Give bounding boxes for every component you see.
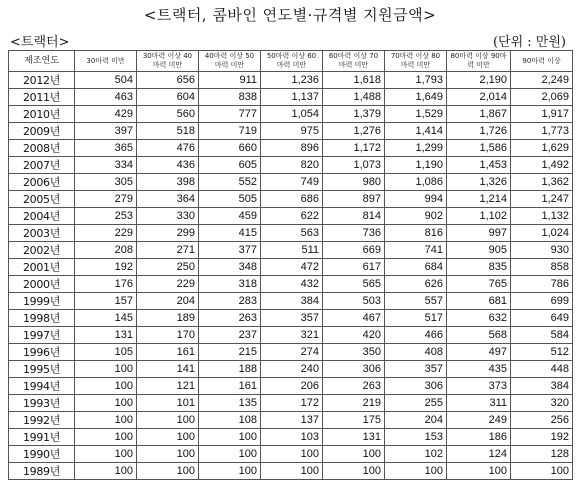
amount-cell: 256 <box>511 412 573 429</box>
table-row <box>9 106 573 123</box>
amount-cell: 557 <box>385 293 447 310</box>
amount-cell: 568 <box>447 327 511 344</box>
amount-cell: 504 <box>75 72 137 89</box>
amount-cell: 100 <box>261 463 323 480</box>
table-row <box>9 191 573 208</box>
year-label: 2001년 <box>22 260 61 274</box>
year-label: 2004년 <box>22 209 61 223</box>
amount-cell: 911 <box>199 72 261 89</box>
table-row <box>9 174 573 191</box>
unit-label: (단위 : 만원) <box>492 35 566 50</box>
amount-cell: 100 <box>75 361 137 378</box>
amount-cell: 320 <box>511 395 573 412</box>
amount-cell: 994 <box>385 191 447 208</box>
amount-cell: 141 <box>137 361 199 378</box>
amount-cell: 100 <box>75 446 137 463</box>
table-row <box>9 378 573 395</box>
amount-cell: 1,276 <box>323 123 385 140</box>
amount-cell: 472 <box>261 259 323 276</box>
year-cell <box>9 429 75 446</box>
table-header-row <box>9 51 573 72</box>
amount-cell: 157 <box>75 293 137 310</box>
amount-cell: 204 <box>385 412 447 429</box>
document-title: <트랙터, 콤바인 연도별·규격별 지원금액> <box>143 6 437 24</box>
amount-cell: 1,629 <box>511 140 573 157</box>
column-header-hp-over-90: 90마력 이상 <box>511 51 573 72</box>
subsidy-table <box>8 50 573 480</box>
amount-cell: 131 <box>323 429 385 446</box>
amount-cell: 835 <box>447 259 511 276</box>
amount-cell: 1,793 <box>385 72 447 89</box>
table-row <box>9 72 573 89</box>
amount-cell: 814 <box>323 208 385 225</box>
amount-cell: 497 <box>447 344 511 361</box>
amount-cell: 384 <box>261 293 323 310</box>
year-label: 2010년 <box>22 107 61 121</box>
year-label: 2005년 <box>22 192 61 206</box>
year-cell <box>9 276 75 293</box>
amount-cell: 100 <box>511 463 573 480</box>
amount-cell: 565 <box>323 276 385 293</box>
year-cell <box>9 89 75 106</box>
amount-cell: 161 <box>137 344 199 361</box>
amount-cell: 466 <box>385 327 447 344</box>
amount-cell: 1,086 <box>385 174 447 191</box>
year-cell <box>9 344 75 361</box>
amount-cell: 765 <box>447 276 511 293</box>
amount-cell: 512 <box>511 344 573 361</box>
amount-cell: 656 <box>137 72 199 89</box>
column-header-hp-40-50: 40마력 이상 50마력 미만 <box>199 51 261 72</box>
amount-cell: 208 <box>75 242 137 259</box>
amount-cell: 897 <box>323 191 385 208</box>
amount-cell: 649 <box>511 310 573 327</box>
amount-cell: 415 <box>199 225 261 242</box>
amount-cell: 311 <box>447 395 511 412</box>
amount-cell: 219 <box>323 395 385 412</box>
year-label: 1997년 <box>22 328 61 342</box>
amount-cell: 100 <box>75 395 137 412</box>
table-row <box>9 446 573 463</box>
amount-cell: 1,453 <box>447 157 511 174</box>
amount-cell: 686 <box>261 191 323 208</box>
amount-cell: 263 <box>199 310 261 327</box>
amount-cell: 1,247 <box>511 191 573 208</box>
amount-cell: 2,190 <box>447 72 511 89</box>
amount-cell: 100 <box>137 429 199 446</box>
year-label: 1992년 <box>22 413 61 427</box>
amount-cell: 816 <box>385 225 447 242</box>
amount-cell: 905 <box>447 242 511 259</box>
year-cell <box>9 174 75 191</box>
amount-cell: 249 <box>447 412 511 429</box>
year-label: 2000년 <box>22 277 61 291</box>
year-cell <box>9 72 75 89</box>
column-header-hp-under-30: 30마력 미만 <box>75 51 137 72</box>
year-label: 1989년 <box>22 464 61 478</box>
amount-cell: 858 <box>511 259 573 276</box>
amount-cell: 517 <box>385 310 447 327</box>
year-cell <box>9 395 75 412</box>
amount-cell: 1,073 <box>323 157 385 174</box>
amount-cell: 1,362 <box>511 174 573 191</box>
year-label: 2006년 <box>22 175 61 189</box>
amount-cell: 153 <box>385 429 447 446</box>
amount-cell: 377 <box>199 242 261 259</box>
amount-cell: 100 <box>75 378 137 395</box>
amount-cell: 128 <box>511 446 573 463</box>
amount-cell: 605 <box>199 157 261 174</box>
year-cell <box>9 106 75 123</box>
section-label: <트랙터> <box>10 35 70 50</box>
table-row <box>9 293 573 310</box>
amount-cell: 1,649 <box>385 89 447 106</box>
amount-cell: 103 <box>261 429 323 446</box>
amount-cell: 271 <box>137 242 199 259</box>
year-cell <box>9 446 75 463</box>
amount-cell: 274 <box>261 344 323 361</box>
amount-cell: 350 <box>323 344 385 361</box>
amount-cell: 459 <box>199 208 261 225</box>
amount-cell: 100 <box>323 463 385 480</box>
table-row <box>9 276 573 293</box>
year-cell <box>9 412 75 429</box>
amount-cell: 100 <box>385 463 447 480</box>
amount-cell: 105 <box>75 344 137 361</box>
column-header-hp-60-70: 60마력 이상 70마력 미만 <box>323 51 385 72</box>
amount-cell: 306 <box>385 378 447 395</box>
year-cell <box>9 123 75 140</box>
amount-cell: 204 <box>137 293 199 310</box>
amount-cell: 100 <box>261 446 323 463</box>
table-row <box>9 259 573 276</box>
year-label: 2007년 <box>22 158 61 172</box>
amount-cell: 930 <box>511 242 573 259</box>
amount-cell: 384 <box>511 378 573 395</box>
amount-cell: 1,024 <box>511 225 573 242</box>
year-label: 1999년 <box>22 294 61 308</box>
amount-cell: 255 <box>385 395 447 412</box>
amount-cell: 2,249 <box>511 72 573 89</box>
amount-cell: 137 <box>261 412 323 429</box>
column-header-hp-30-40: 30마력 이상 40마력 미만 <box>137 51 199 72</box>
amount-cell: 749 <box>261 174 323 191</box>
amount-cell: 229 <box>75 225 137 242</box>
year-cell <box>9 310 75 327</box>
amount-cell: 100 <box>447 463 511 480</box>
amount-cell: 330 <box>137 208 199 225</box>
year-label: 1993년 <box>22 396 61 410</box>
amount-cell: 398 <box>137 174 199 191</box>
year-cell <box>9 157 75 174</box>
amount-cell: 436 <box>137 157 199 174</box>
amount-cell: 188 <box>199 361 261 378</box>
amount-cell: 100 <box>75 429 137 446</box>
amount-cell: 170 <box>137 327 199 344</box>
year-cell <box>9 293 75 310</box>
amount-cell: 1,414 <box>385 123 447 140</box>
year-label: 2011년 <box>22 90 61 104</box>
amount-cell: 420 <box>323 327 385 344</box>
amount-cell: 626 <box>385 276 447 293</box>
amount-cell: 189 <box>137 310 199 327</box>
year-cell <box>9 259 75 276</box>
amount-cell: 467 <box>323 310 385 327</box>
amount-cell: 100 <box>137 412 199 429</box>
amount-cell: 135 <box>199 395 261 412</box>
table-row <box>9 242 573 259</box>
amount-cell: 305 <box>75 174 137 191</box>
amount-cell: 408 <box>385 344 447 361</box>
amount-cell: 373 <box>447 378 511 395</box>
table-row <box>9 208 573 225</box>
amount-cell: 357 <box>261 310 323 327</box>
year-label: 2002년 <box>22 243 61 257</box>
amount-cell: 1,214 <box>447 191 511 208</box>
column-header-hp-50-60: 50마력 이상 60마력 미만 <box>261 51 323 72</box>
amount-cell: 980 <box>323 174 385 191</box>
amount-cell: 518 <box>137 123 199 140</box>
amount-cell: 131 <box>75 327 137 344</box>
year-cell <box>9 378 75 395</box>
amount-cell: 838 <box>199 89 261 106</box>
amount-cell: 229 <box>137 276 199 293</box>
year-label: 1996년 <box>22 345 61 359</box>
amount-cell: 1,190 <box>385 157 447 174</box>
amount-cell: 563 <box>261 225 323 242</box>
amount-cell: 186 <box>447 429 511 446</box>
amount-cell: 604 <box>137 89 199 106</box>
year-cell <box>9 361 75 378</box>
amount-cell: 100 <box>199 429 261 446</box>
amount-cell: 660 <box>199 140 261 157</box>
amount-cell: 124 <box>447 446 511 463</box>
table-row <box>9 429 573 446</box>
amount-cell: 1,299 <box>385 140 447 157</box>
amount-cell: 699 <box>511 293 573 310</box>
amount-cell: 429 <box>75 106 137 123</box>
year-label: 1990년 <box>22 447 61 461</box>
amount-cell: 1,137 <box>261 89 323 106</box>
amount-cell: 777 <box>199 106 261 123</box>
amount-cell: 1,488 <box>323 89 385 106</box>
amount-cell: 1,326 <box>447 174 511 191</box>
amount-cell: 306 <box>323 361 385 378</box>
amount-cell: 432 <box>261 276 323 293</box>
year-cell <box>9 225 75 242</box>
amount-cell: 1,054 <box>261 106 323 123</box>
amount-cell: 448 <box>511 361 573 378</box>
year-label: 2012년 <box>22 73 61 87</box>
amount-cell: 681 <box>447 293 511 310</box>
table-row <box>9 89 573 106</box>
amount-cell: 175 <box>323 412 385 429</box>
year-label: 1991년 <box>22 430 61 444</box>
amount-cell: 1,773 <box>511 123 573 140</box>
amount-cell: 1,618 <box>323 72 385 89</box>
amount-cell: 206 <box>261 378 323 395</box>
column-header-hp-70-80: 70마력 이상 80마력 미만 <box>385 51 447 72</box>
amount-cell: 617 <box>323 259 385 276</box>
amount-cell: 100 <box>75 463 137 480</box>
amount-cell: 997 <box>447 225 511 242</box>
amount-cell: 476 <box>137 140 199 157</box>
amount-cell: 684 <box>385 259 447 276</box>
amount-cell: 584 <box>511 327 573 344</box>
table-row <box>9 361 573 378</box>
year-label: 1995년 <box>22 362 61 376</box>
amount-cell: 100 <box>137 463 199 480</box>
amount-cell: 240 <box>261 361 323 378</box>
amount-cell: 100 <box>137 446 199 463</box>
amount-cell: 902 <box>385 208 447 225</box>
amount-cell: 172 <box>261 395 323 412</box>
amount-cell: 101 <box>137 395 199 412</box>
amount-cell: 1,726 <box>447 123 511 140</box>
amount-cell: 100 <box>75 412 137 429</box>
amount-cell: 503 <box>323 293 385 310</box>
amount-cell: 1,102 <box>447 208 511 225</box>
year-cell <box>9 327 75 344</box>
amount-cell: 1,379 <box>323 106 385 123</box>
amount-cell: 560 <box>137 106 199 123</box>
amount-cell: 2,014 <box>447 89 511 106</box>
amount-cell: 741 <box>385 242 447 259</box>
amount-cell: 263 <box>323 378 385 395</box>
amount-cell: 435 <box>447 361 511 378</box>
table-row <box>9 395 573 412</box>
amount-cell: 505 <box>199 191 261 208</box>
amount-cell: 820 <box>261 157 323 174</box>
amount-cell: 357 <box>385 361 447 378</box>
year-label: 2008년 <box>22 141 61 155</box>
amount-cell: 365 <box>75 140 137 157</box>
amount-cell: 121 <box>137 378 199 395</box>
year-cell <box>9 208 75 225</box>
amount-cell: 719 <box>199 123 261 140</box>
column-header-hp-80-90: 80마력 이상 90마력 미만 <box>447 51 511 72</box>
table-row <box>9 310 573 327</box>
amount-cell: 1,867 <box>447 106 511 123</box>
amount-cell: 283 <box>199 293 261 310</box>
amount-cell: 511 <box>261 242 323 259</box>
amount-cell: 279 <box>75 191 137 208</box>
year-label: 2009년 <box>22 124 61 138</box>
amount-cell: 318 <box>199 276 261 293</box>
table-row <box>9 463 573 480</box>
amount-cell: 463 <box>75 89 137 106</box>
amount-cell: 253 <box>75 208 137 225</box>
amount-cell: 192 <box>75 259 137 276</box>
table-row <box>9 412 573 429</box>
amount-cell: 161 <box>199 378 261 395</box>
table-row <box>9 140 573 157</box>
amount-cell: 100 <box>323 446 385 463</box>
amount-cell: 100 <box>199 463 261 480</box>
amount-cell: 215 <box>199 344 261 361</box>
amount-cell: 100 <box>199 446 261 463</box>
table-row <box>9 344 573 361</box>
amount-cell: 632 <box>447 310 511 327</box>
amount-cell: 108 <box>199 412 261 429</box>
amount-cell: 192 <box>511 429 573 446</box>
amount-cell: 622 <box>261 208 323 225</box>
amount-cell: 669 <box>323 242 385 259</box>
table-row <box>9 327 573 344</box>
year-label: 1994년 <box>22 379 61 393</box>
amount-cell: 397 <box>75 123 137 140</box>
amount-cell: 321 <box>261 327 323 344</box>
amount-cell: 299 <box>137 225 199 242</box>
amount-cell: 2,069 <box>511 89 573 106</box>
amount-cell: 786 <box>511 276 573 293</box>
year-label: 2003년 <box>22 226 61 240</box>
year-cell <box>9 463 75 480</box>
column-header-year: 제조연도 <box>9 51 75 72</box>
amount-cell: 176 <box>75 276 137 293</box>
year-label: 1998년 <box>22 311 61 325</box>
amount-cell: 896 <box>261 140 323 157</box>
amount-cell: 364 <box>137 191 199 208</box>
amount-cell: 145 <box>75 310 137 327</box>
amount-cell: 1,132 <box>511 208 573 225</box>
year-cell <box>9 242 75 259</box>
amount-cell: 334 <box>75 157 137 174</box>
amount-cell: 348 <box>199 259 261 276</box>
amount-cell: 1,917 <box>511 106 573 123</box>
table-row <box>9 225 573 242</box>
year-cell <box>9 191 75 208</box>
amount-cell: 1,172 <box>323 140 385 157</box>
amount-cell: 975 <box>261 123 323 140</box>
year-cell <box>9 140 75 157</box>
amount-cell: 552 <box>199 174 261 191</box>
amount-cell: 1,586 <box>447 140 511 157</box>
table-body <box>9 72 573 480</box>
amount-cell: 736 <box>323 225 385 242</box>
amount-cell: 102 <box>385 446 447 463</box>
amount-cell: 1,236 <box>261 72 323 89</box>
amount-cell: 237 <box>199 327 261 344</box>
table-row <box>9 123 573 140</box>
amount-cell: 1,492 <box>511 157 573 174</box>
amount-cell: 1,529 <box>385 106 447 123</box>
table-row <box>9 157 573 174</box>
amount-cell: 250 <box>137 259 199 276</box>
